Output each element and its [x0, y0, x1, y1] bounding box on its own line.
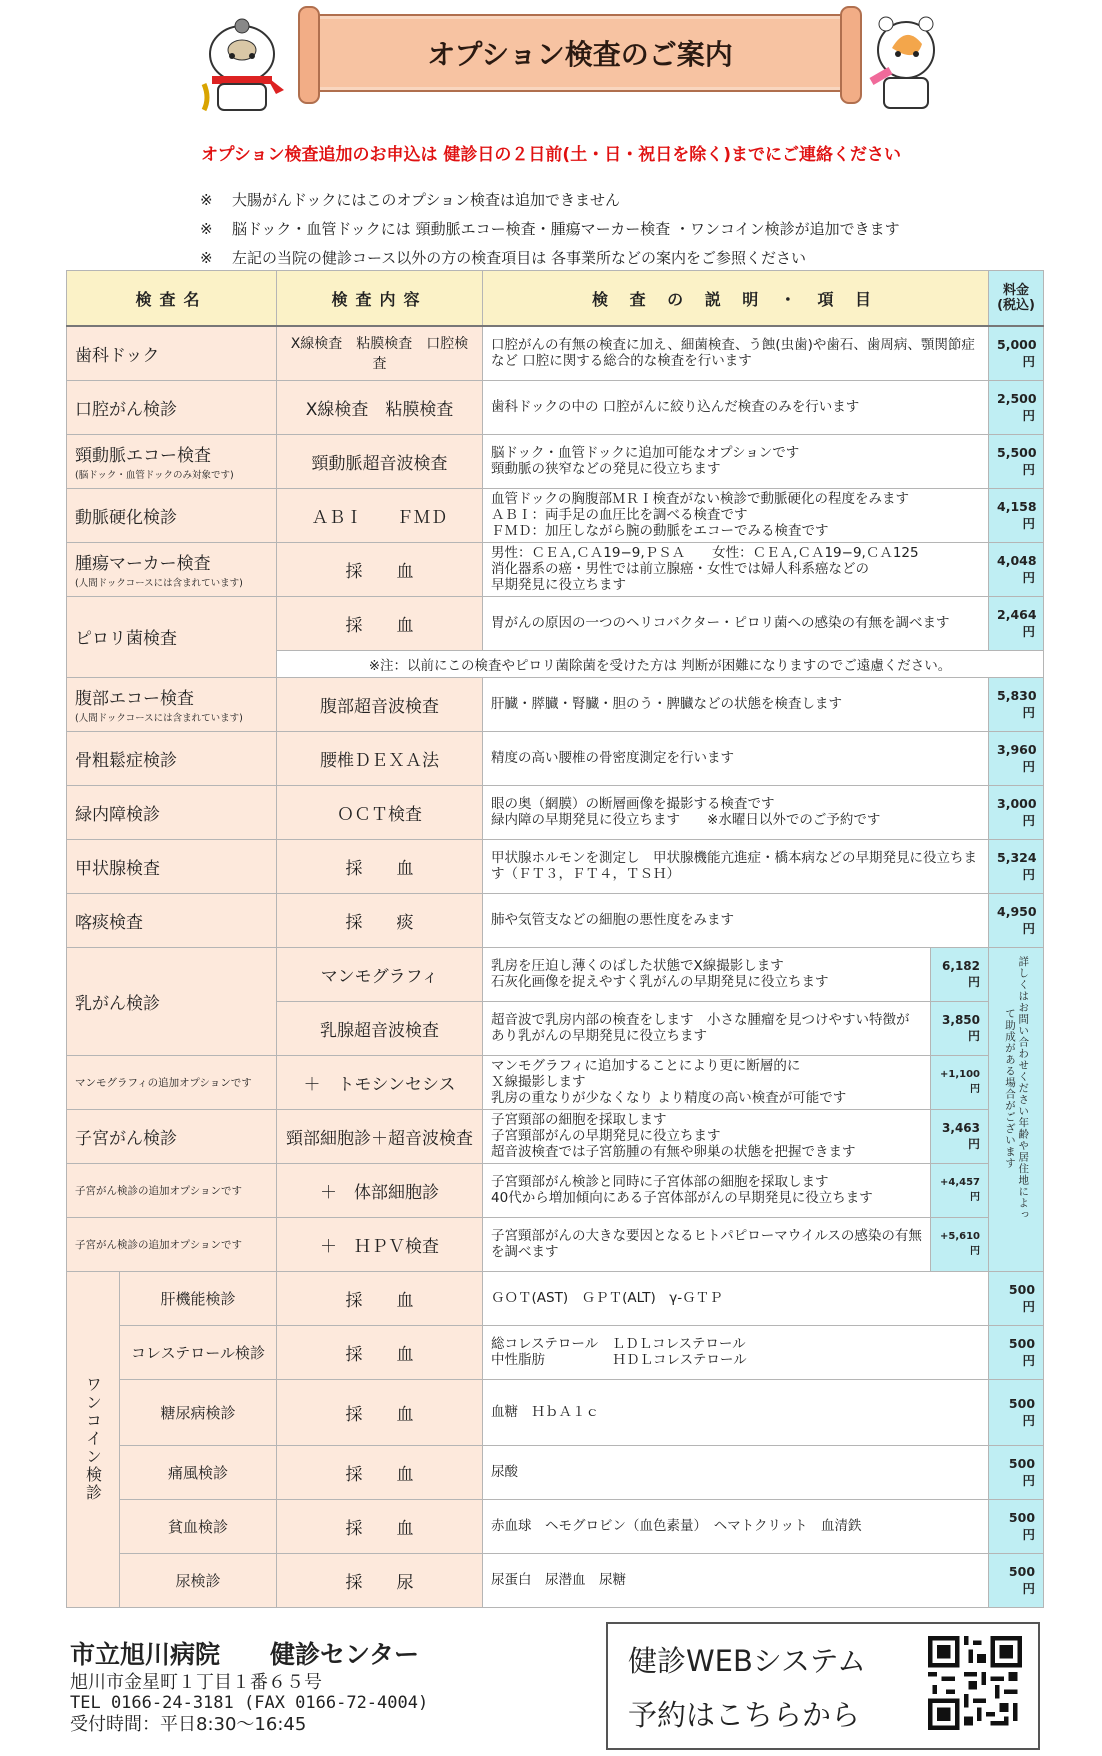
note-text: 左記の当院の健診コース以外の方の検査項目は 各事業所などの案内をご参照ください	[232, 249, 807, 267]
exam-content: ＋ 体部細胞診	[277, 1163, 483, 1217]
exam-content: 頸部細胞診＋超音波検査	[277, 1109, 483, 1163]
exam-content: 腹部超音波検査	[277, 677, 483, 731]
exam-fee: 3,000円	[989, 785, 1044, 839]
web-reservation-box[interactable]	[606, 1622, 1040, 1750]
exam-fee: 6,182円	[931, 947, 989, 1001]
exam-fee: 3,960円	[989, 731, 1044, 785]
exam-name-sub: (人間ドックコースには含まれています)	[75, 713, 243, 724]
exam-desc: 尿蛋白 尿潜血 尿糖	[483, 1553, 989, 1607]
web-system-label: 健診WEBシステム	[628, 1644, 866, 1678]
exam-name: 子宮がん検診の追加オプションです	[67, 1217, 277, 1271]
exam-fee: +5,610円	[931, 1217, 989, 1271]
subsidy-side-note-text: 詳しくはお問い合わせください年齢や居住地によって助成がある場合がございます	[1004, 956, 1030, 1221]
exam-content: 採 尿	[277, 1553, 483, 1607]
exam-content: 採 血	[277, 1379, 483, 1445]
exam-fee: 5,830円	[989, 677, 1044, 731]
note-text: 脳ドック・血管ドックには 頸動脈エコー検査・腫瘍マーカー検査 ・ワンコイン検診が追加できます	[232, 220, 900, 238]
exam-content: 採 血	[277, 1271, 483, 1325]
table-row	[67, 434, 1044, 488]
exam-content: 採 痰	[277, 893, 483, 947]
hours: 受付時間：平日8:30～16:45	[70, 1714, 307, 1735]
exam-content: 採 血	[277, 1445, 483, 1499]
option-exam-table	[66, 270, 1044, 1608]
header-desc: 検 査 の 説 明 ・ 項 目	[483, 271, 989, 327]
exam-name: 肝機能検診	[120, 1271, 277, 1325]
exam-fee: 500円	[989, 1271, 1044, 1325]
one-coin-label	[67, 1271, 120, 1607]
exam-desc: 血管ドックの胸腹部ＭＲＩ検査がない検診で動脈硬化の程度をみます ＡＢＩ：両手足の血圧比を調べる検査です ＦＭＤ：加圧しながら腕の動脈をエコーでみる検査です	[483, 488, 989, 542]
exam-desc: マンモグラフィに追加することにより更に断層的に Ｘ線撮影します 乳房の重なりが少なくなり より精度の高い検査が可能です	[483, 1055, 931, 1109]
note-item	[200, 244, 900, 273]
table-header	[67, 271, 1044, 327]
table-row	[67, 542, 1044, 596]
exam-name: ピロリ菌検査	[67, 596, 277, 677]
table-row	[67, 785, 1044, 839]
exam-content: 腰椎ＤＥＸＡ法	[277, 731, 483, 785]
exam-desc: 歯科ドックの中の 口腔がんに絞り込んだ検査のみを行います	[483, 380, 989, 434]
note-text: 大腸がんドックにはこのオプション検査は追加できません	[232, 191, 621, 209]
exam-content: 頸動脈超音波検査	[277, 434, 483, 488]
table-row	[67, 677, 1044, 731]
qr-code-icon[interactable]	[928, 1636, 1022, 1730]
exam-fee: 4,158円	[989, 488, 1044, 542]
exam-fee: 500円	[989, 1379, 1044, 1445]
exam-content: 採 血	[277, 1325, 483, 1379]
exam-fee: 4,950円	[989, 893, 1044, 947]
exam-content: ＯＣＴ検査	[277, 785, 483, 839]
phone: TEL 0166-24-3181 (FAX 0166-72-4004)	[70, 1693, 429, 1713]
header-fee-sub: (税込)	[997, 298, 1035, 313]
table-row	[67, 731, 1044, 785]
table-row	[67, 1553, 1044, 1607]
exam-content: ＋ ＨＰＶ検査	[277, 1217, 483, 1271]
table-row	[67, 947, 1044, 1001]
header-content: 検査内容	[277, 271, 483, 327]
exam-desc: 眼の奥（網膜）の断層画像を撮影する検査です 緑内障の早期発見に役立ちます ※水曜日以外でのご予約です	[483, 785, 989, 839]
exam-fee: 2,500円	[989, 380, 1044, 434]
exam-name: 糖尿病検診	[120, 1379, 277, 1445]
exam-content: X線検査 粘膜検査	[277, 380, 483, 434]
table-row	[67, 1445, 1044, 1499]
address: 旭川市金星町１丁目１番６５号	[70, 1672, 322, 1693]
exam-content: マンモグラフィ	[277, 947, 483, 1001]
exam-desc: 乳房を圧迫し薄くのばした状態でX線撮影します 石灰化画像を捉えやすく乳がんの早期発見に役立ちます	[483, 947, 931, 1001]
note-item	[200, 215, 900, 244]
exam-content: ＡＢＩ ＦＭＤ	[277, 488, 483, 542]
exam-fee: 3,463円	[931, 1109, 989, 1163]
table-row	[67, 1325, 1044, 1379]
exam-desc: 赤血球 ヘモグロビン（血色素量） ヘマトクリット 血清鉄	[483, 1499, 989, 1553]
note-item	[200, 186, 900, 215]
exam-name: 子宮がん検診の追加オプションです	[67, 1163, 277, 1217]
table-row	[67, 839, 1044, 893]
exam-name: 痛風検診	[120, 1445, 277, 1499]
exam-name: コレステロール検診	[120, 1325, 277, 1379]
note-mark: ※	[200, 249, 213, 267]
table-row	[67, 1379, 1044, 1445]
exam-fee: 5,324円	[989, 839, 1044, 893]
table-row	[67, 380, 1044, 434]
exam-content: X線検査 粘膜検査 口腔検査	[277, 326, 483, 380]
exam-fee: 5,000円	[989, 326, 1044, 380]
exam-fee: 500円	[989, 1445, 1044, 1499]
exam-content: 乳腺超音波検査	[277, 1001, 483, 1055]
exam-desc: 甲状腺ホルモンを測定し 甲状腺機能亢進症・橋本病などの早期発見に役立ちます（ＦＴ３，ＦＴ４，ＴＳＨ）	[483, 839, 989, 893]
footer-contact	[70, 1638, 428, 1735]
exam-name-text: 腫瘍マーカー検査	[75, 554, 211, 574]
exam-content: ＋ トモシンセシス	[277, 1055, 483, 1109]
exam-name: 甲状腺検査	[67, 839, 277, 893]
exam-desc: 総コレステロール ＬＤＬコレステロール 中性脂肪 ＨＤＬコレステロール	[483, 1325, 989, 1379]
exam-desc: 尿酸	[483, 1445, 989, 1499]
exam-desc: 男性：ＣＥＡ,ＣＡ19−9,ＰＳＡ 女性：ＣＥＡ,ＣＡ19−9,ＣＡ125 消化器系の癌・男性では前立腺癌・女性では婦人科系癌などの 早期発見に役立ちます	[483, 542, 989, 596]
reserve-here-label: 予約はこちらから	[628, 1698, 861, 1732]
header-fee	[989, 271, 1044, 327]
table-row	[67, 1271, 1044, 1325]
page-title-text: オプション検査のご案内	[427, 38, 733, 71]
table-row	[67, 893, 1044, 947]
exam-desc: 肺や気管支などの細胞の悪性度をみます	[483, 893, 989, 947]
table-row	[67, 1217, 1044, 1271]
table-row	[67, 1109, 1044, 1163]
exam-content: 採 血	[277, 839, 483, 893]
exam-content: 採 血	[277, 542, 483, 596]
exam-desc: ＧＯＴ(AST) ＧＰＴ(ALT) γ-ＧＴＰ	[483, 1271, 989, 1325]
exam-name: 動脈硬化検診	[67, 488, 277, 542]
notes-list	[200, 186, 900, 273]
exam-name-sub: (脳ドック・血管ドックのみ対象です)	[75, 470, 234, 481]
exam-desc: 子宮頸部の細胞を採取します 子宮頸部がんの早期発見に役立ちます 超音波検査では子宮筋腫の有無や卵巣の状態を把握できます	[483, 1109, 931, 1163]
table-row	[67, 1163, 1044, 1217]
exam-name: 乳がん検診	[67, 947, 277, 1055]
exam-desc: 口腔がんの有無の検査に加え、細菌検査、う蝕(虫歯)や歯石、歯周病、顎関節症など 口腔に関する総合的な検査を行います	[483, 326, 989, 380]
subsidy-side-note	[989, 947, 1044, 1271]
exam-desc: 超音波で乳房内部の検査をします 小さな腫瘤を見つけやすい特徴があり乳がんの早期発見に役立ちます	[483, 1001, 931, 1055]
exam-name-text: 頸動脈エコー検査	[75, 446, 211, 466]
exam-desc: 精度の高い腰椎の骨密度測定を行います	[483, 731, 989, 785]
exam-name-sub: (人間ドックコースには含まれています)	[75, 578, 243, 589]
nurse-mascot-right	[866, 10, 946, 114]
exam-desc: 血糖 ＨｂＡ１ｃ	[483, 1379, 989, 1445]
exam-name: 口腔がん検診	[67, 380, 277, 434]
exam-desc: 胃がんの原因の一つのヘリコバクター・ピロリ菌への感染の有無を調べます	[483, 596, 989, 650]
doctor-mascot-left	[196, 14, 288, 116]
exam-content: 採 血	[277, 1499, 483, 1553]
exam-name: 子宮がん検診	[67, 1109, 277, 1163]
table-row	[67, 596, 1044, 650]
exam-name	[67, 434, 277, 488]
exam-desc: 脳ドック・血管ドックに追加可能なオプションです 頸動脈の狭窄などの発見に役立ちます	[483, 434, 989, 488]
exam-name-text: 腹部エコー検査	[75, 689, 194, 709]
exam-name	[67, 677, 277, 731]
exam-name: 貧血検診	[120, 1499, 277, 1553]
exam-content: 採 血	[277, 596, 483, 650]
note-mark: ※	[200, 220, 213, 238]
exam-fee: 500円	[989, 1499, 1044, 1553]
exam-name: 骨粗鬆症検診	[67, 731, 277, 785]
exam-fee: 500円	[989, 1325, 1044, 1379]
exam-name: 緑内障検診	[67, 785, 277, 839]
table-row	[67, 1055, 1044, 1109]
page-title	[310, 14, 850, 92]
booking-notice: オプション検査追加のお申込は 健診日の２日前(土・日・祝日を除く)までにご連絡ください	[201, 145, 901, 165]
exam-fee: 4,048円	[989, 542, 1044, 596]
exam-fee: 2,464円	[989, 596, 1044, 650]
exam-name: マンモグラフィの追加オプションです	[67, 1055, 277, 1109]
exam-name: 歯科ドック	[67, 326, 277, 380]
note-mark: ※	[200, 191, 213, 209]
header-name: 検査名	[67, 271, 277, 327]
table-row	[67, 488, 1044, 542]
table-row	[67, 326, 1044, 380]
exam-fee: +4,457円	[931, 1163, 989, 1217]
org-name: 市立旭川病院 健診センター	[70, 1640, 420, 1669]
table-row	[67, 1499, 1044, 1553]
exam-fee: 3,850円	[931, 1001, 989, 1055]
one-coin-label-text: ワンコイン検診	[83, 1376, 103, 1502]
exam-desc: 子宮頸部がん検診と同時に子宮体部の細胞を採取します 40代から増加傾向にある子宮体部がんの早期発見に役立ちます	[483, 1163, 931, 1217]
exam-desc: 肝臓・膵臓・腎臓・胆のう・脾臓などの状態を検査します	[483, 677, 989, 731]
exam-fee: 5,500円	[989, 434, 1044, 488]
exam-name: 喀痰検査	[67, 893, 277, 947]
exam-desc: 子宮頸部がんの大きな要因となるヒトパピローマウイルスの感染の有無を調べます	[483, 1217, 931, 1271]
header-fee-label: 料金	[1003, 283, 1030, 298]
exam-name: 尿検診	[120, 1553, 277, 1607]
exam-fee: +1,100円	[931, 1055, 989, 1109]
web-reservation-text	[628, 1634, 866, 1742]
exam-name	[67, 542, 277, 596]
pylori-note: ※注：以前にこの検査やピロリ菌除菌を受けた方は 判断が困難になりますのでご遠慮ください。	[277, 650, 1044, 677]
exam-fee: 500円	[989, 1553, 1044, 1607]
